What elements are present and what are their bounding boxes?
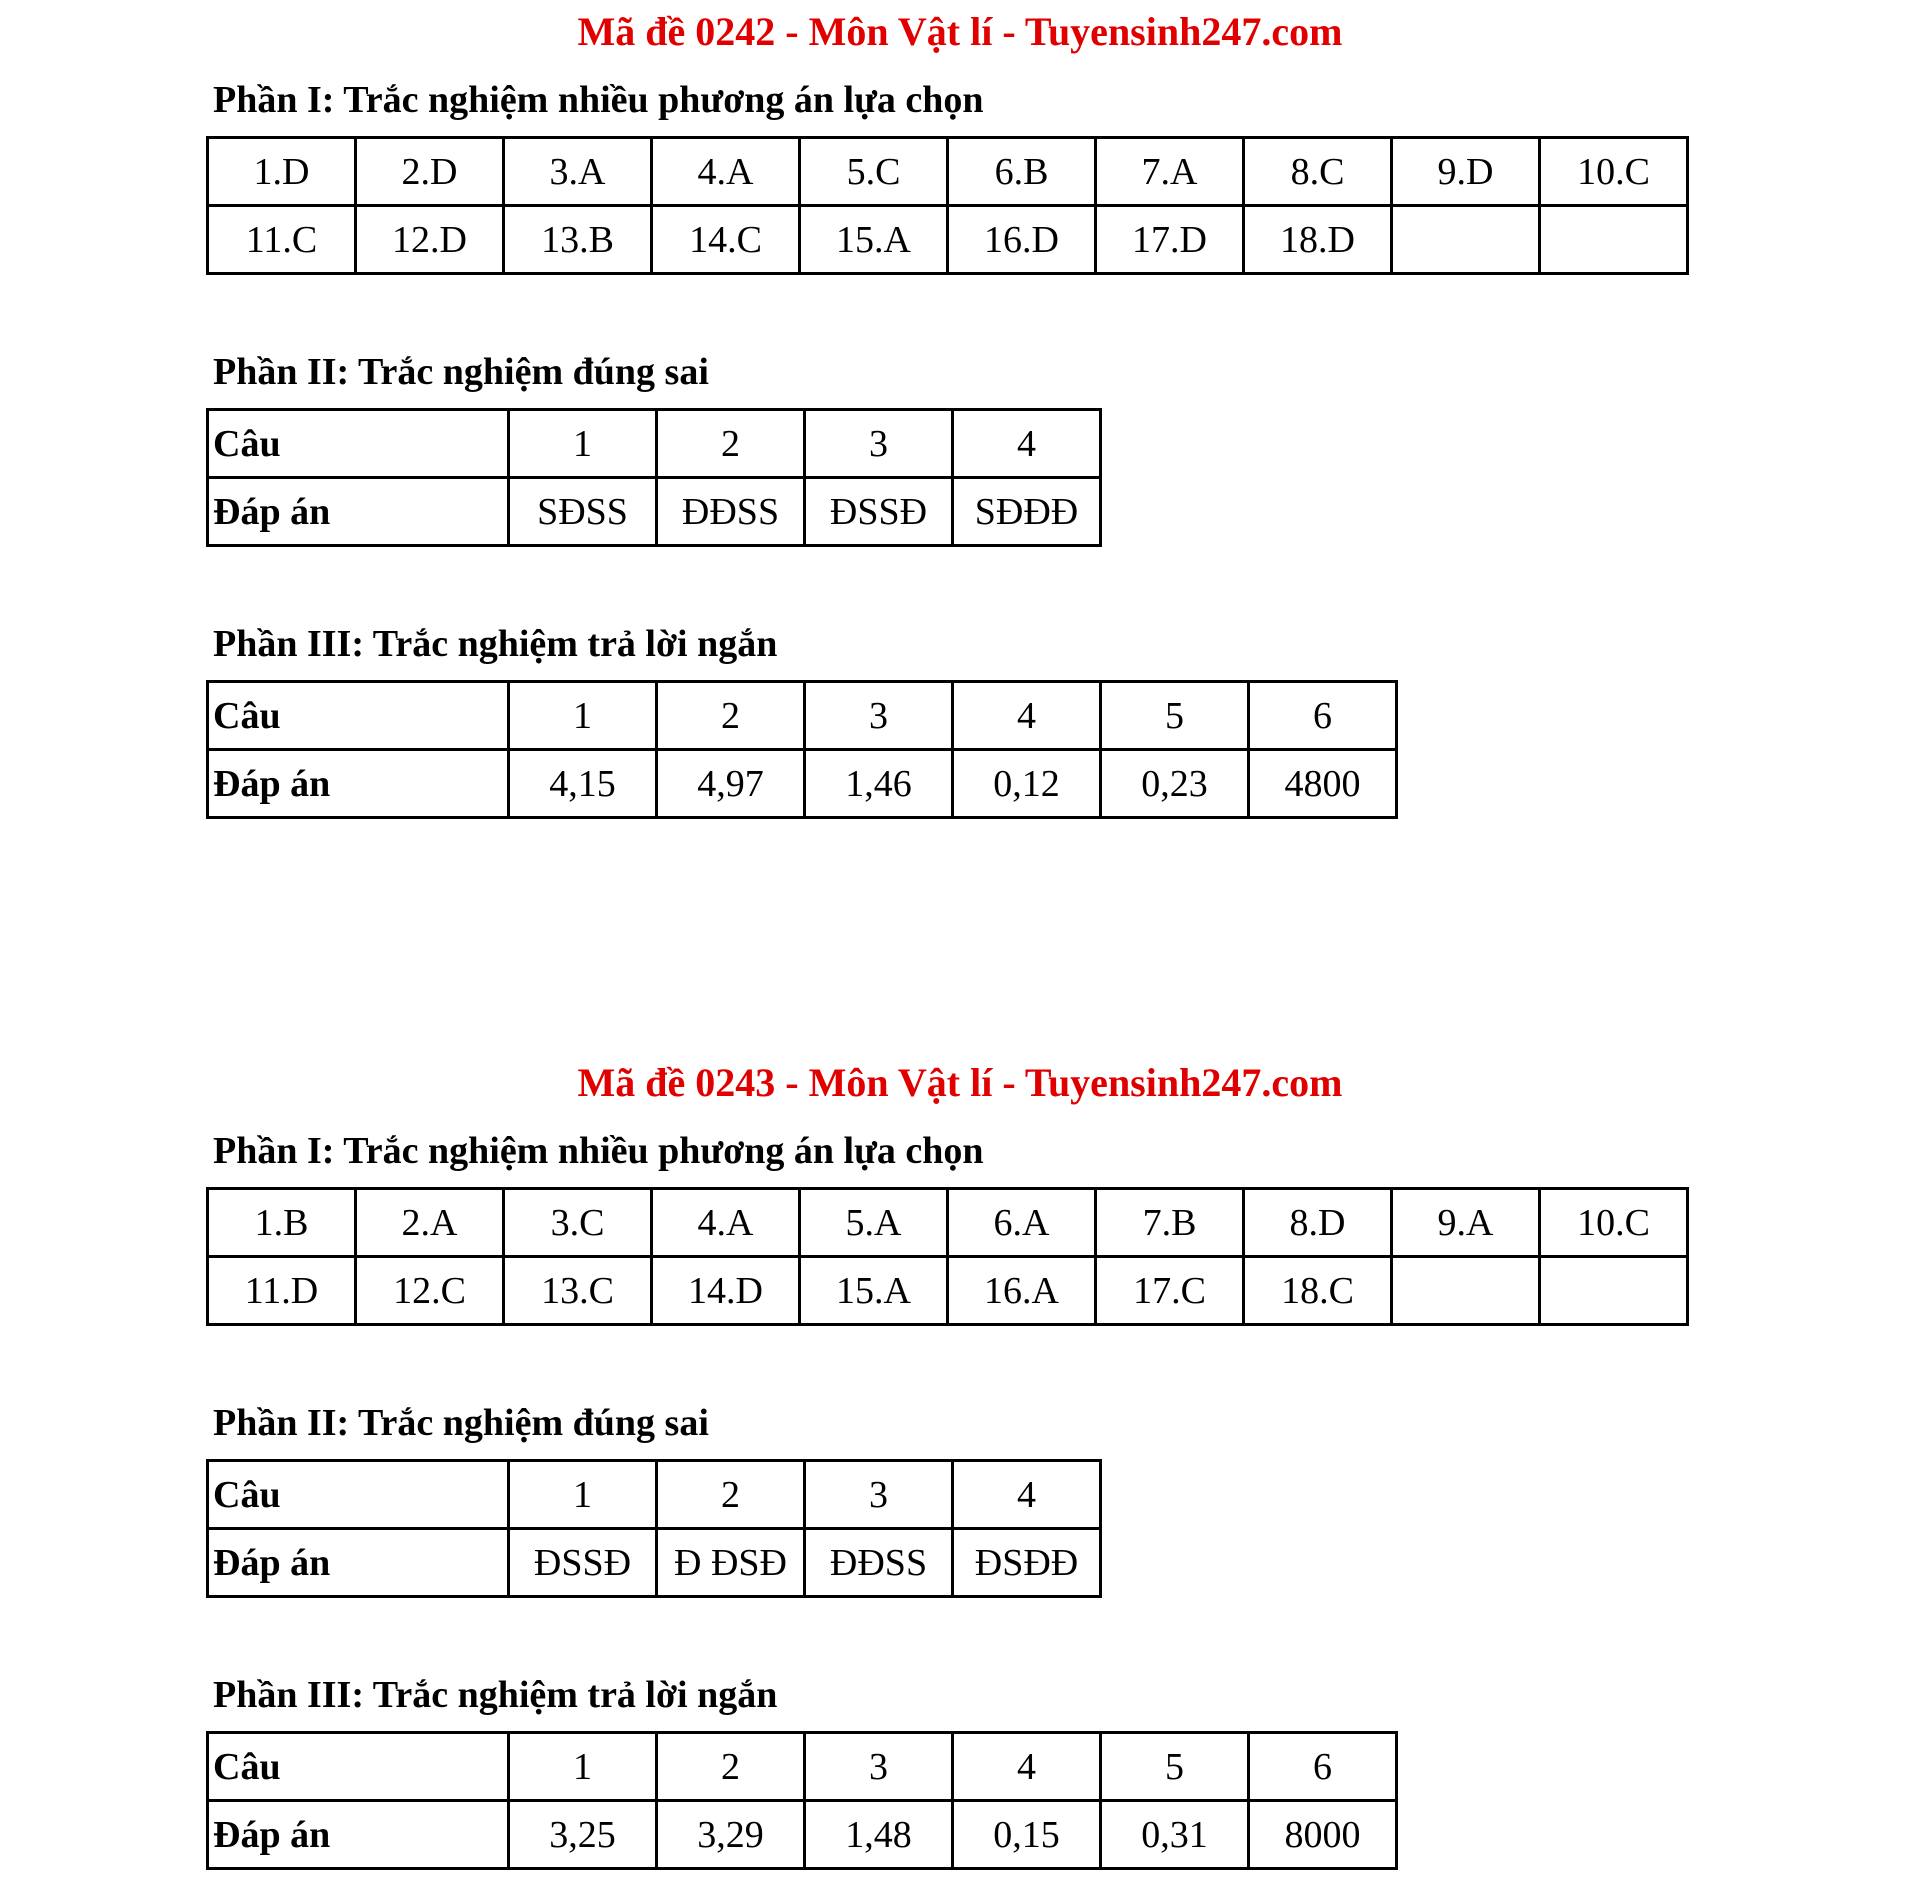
answer-cell: 8.D bbox=[1244, 1189, 1392, 1257]
part1-answer-table bbox=[206, 1187, 1689, 1326]
answer-cell: ĐĐSS bbox=[657, 478, 805, 546]
question-number: 4 bbox=[953, 1461, 1101, 1529]
answer-cell: 5.A bbox=[800, 1189, 948, 1257]
part1-answer-table bbox=[206, 136, 1689, 275]
part3-heading: Phần III: Trắc nghiệm trả lời ngắn bbox=[213, 1674, 778, 1716]
answer-cell: 1,46 bbox=[805, 750, 953, 818]
answer-cell: 13.C bbox=[504, 1257, 652, 1325]
part3-heading: Phần III: Trắc nghiệm trả lời ngắn bbox=[213, 623, 778, 665]
exam-title: Mã đề 0242 - Môn Vật lí - Tuyensinh247.com bbox=[577, 9, 1343, 54]
answer-label: Đáp án bbox=[208, 750, 509, 818]
answer-cell: Đ ĐSĐ bbox=[657, 1529, 805, 1597]
table-row bbox=[208, 750, 1397, 818]
answer-cell: 1.B bbox=[208, 1189, 356, 1257]
table-row bbox=[208, 1189, 1688, 1257]
answer-cell: 6.A bbox=[948, 1189, 1096, 1257]
answer-cell: 10.C bbox=[1540, 138, 1688, 206]
answer-cell: 17.D bbox=[1096, 206, 1244, 274]
answer-label: Đáp án bbox=[208, 1801, 509, 1869]
answer-cell: 14.D bbox=[652, 1257, 800, 1325]
table-row bbox=[208, 478, 1101, 546]
answer-cell: 0,15 bbox=[953, 1801, 1101, 1869]
answer-cell: ĐSĐĐ bbox=[953, 1529, 1101, 1597]
answer-cell: 7.B bbox=[1096, 1189, 1244, 1257]
answer-cell: 14.C bbox=[652, 206, 800, 274]
answer-cell: 4.A bbox=[652, 1189, 800, 1257]
answer-cell: 0,12 bbox=[953, 750, 1101, 818]
answer-cell: 18.D bbox=[1244, 206, 1392, 274]
question-label: Câu bbox=[208, 682, 509, 750]
answer-cell: 4,15 bbox=[509, 750, 657, 818]
answer-cell: 11.C bbox=[208, 206, 356, 274]
answer-cell: SĐSS bbox=[509, 478, 657, 546]
answer-cell: 12.D bbox=[356, 206, 504, 274]
part2-answer-table bbox=[206, 1459, 1102, 1598]
answer-cell: 16.A bbox=[948, 1257, 1096, 1325]
answer-cell: 17.C bbox=[1096, 1257, 1244, 1325]
answer-cell: 6.B bbox=[948, 138, 1096, 206]
question-number: 2 bbox=[657, 1461, 805, 1529]
table-row bbox=[208, 1733, 1397, 1801]
question-number: 4 bbox=[953, 410, 1101, 478]
part2-answer-table bbox=[206, 408, 1102, 547]
answer-cell: 4.A bbox=[652, 138, 800, 206]
answer-label: Đáp án bbox=[208, 478, 509, 546]
question-number: 2 bbox=[657, 1733, 805, 1801]
question-number: 6 bbox=[1249, 682, 1397, 750]
answer-cell: 4800 bbox=[1249, 750, 1397, 818]
answer-cell: 8.C bbox=[1244, 138, 1392, 206]
answer-cell bbox=[1392, 206, 1540, 274]
part2-heading: Phần II: Trắc nghiệm đúng sai bbox=[213, 1402, 709, 1444]
question-number: 4 bbox=[953, 682, 1101, 750]
answer-cell: 9.A bbox=[1392, 1189, 1540, 1257]
question-number: 3 bbox=[805, 1461, 953, 1529]
answer-cell: 10.C bbox=[1540, 1189, 1688, 1257]
answer-cell: 7.A bbox=[1096, 138, 1244, 206]
question-number: 4 bbox=[953, 1733, 1101, 1801]
answer-cell: 0,31 bbox=[1101, 1801, 1249, 1869]
answer-cell: 2.D bbox=[356, 138, 504, 206]
answer-cell: 16.D bbox=[948, 206, 1096, 274]
answer-cell: 1,48 bbox=[805, 1801, 953, 1869]
table-row bbox=[208, 206, 1688, 274]
answer-cell: 5.C bbox=[800, 138, 948, 206]
question-number: 5 bbox=[1101, 682, 1249, 750]
answer-cell: SĐĐĐ bbox=[953, 478, 1101, 546]
question-number: 1 bbox=[509, 1733, 657, 1801]
answer-cell: ĐSSĐ bbox=[509, 1529, 657, 1597]
question-number: 3 bbox=[805, 1733, 953, 1801]
question-number: 3 bbox=[805, 682, 953, 750]
question-number: 3 bbox=[805, 410, 953, 478]
question-label: Câu bbox=[208, 1461, 509, 1529]
answer-cell: 4,97 bbox=[657, 750, 805, 818]
exam-title: Mã đề 0243 - Môn Vật lí - Tuyensinh247.com bbox=[577, 1060, 1343, 1105]
part3-answer-table bbox=[206, 680, 1398, 819]
answer-cell bbox=[1392, 1257, 1540, 1325]
question-number: 2 bbox=[657, 682, 805, 750]
table-row bbox=[208, 1801, 1397, 1869]
table-row bbox=[208, 1461, 1101, 1529]
question-label: Câu bbox=[208, 410, 509, 478]
question-number: 1 bbox=[509, 1461, 657, 1529]
question-number: 2 bbox=[657, 410, 805, 478]
part2-heading: Phần II: Trắc nghiệm đúng sai bbox=[213, 351, 709, 393]
part1-heading: Phần I: Trắc nghiệm nhiều phương án lựa chọn bbox=[213, 1130, 984, 1172]
answer-cell: 9.D bbox=[1392, 138, 1540, 206]
question-number: 6 bbox=[1249, 1733, 1397, 1801]
answer-cell: 3,25 bbox=[509, 1801, 657, 1869]
table-row bbox=[208, 138, 1688, 206]
table-row bbox=[208, 410, 1101, 478]
answer-cell: 8000 bbox=[1249, 1801, 1397, 1869]
answer-cell: 3,29 bbox=[657, 1801, 805, 1869]
part1-heading: Phần I: Trắc nghiệm nhiều phương án lựa chọn bbox=[213, 79, 984, 121]
answer-cell: 15.A bbox=[800, 206, 948, 274]
answer-cell: 13.B bbox=[504, 206, 652, 274]
answer-cell: 11.D bbox=[208, 1257, 356, 1325]
answer-cell: 15.A bbox=[800, 1257, 948, 1325]
part3-answer-table bbox=[206, 1731, 1398, 1870]
table-row bbox=[208, 1257, 1688, 1325]
answer-cell bbox=[1540, 1257, 1688, 1325]
answer-label: Đáp án bbox=[208, 1529, 509, 1597]
answer-cell: 3.C bbox=[504, 1189, 652, 1257]
answer-cell: 12.C bbox=[356, 1257, 504, 1325]
table-row bbox=[208, 1529, 1101, 1597]
question-number: 5 bbox=[1101, 1733, 1249, 1801]
question-label: Câu bbox=[208, 1733, 509, 1801]
answer-cell: ĐSSĐ bbox=[805, 478, 953, 546]
answer-cell: 3.A bbox=[504, 138, 652, 206]
table-row bbox=[208, 682, 1397, 750]
answer-cell: 0,23 bbox=[1101, 750, 1249, 818]
question-number: 1 bbox=[509, 410, 657, 478]
answer-cell: 18.C bbox=[1244, 1257, 1392, 1325]
answer-cell: ĐĐSS bbox=[805, 1529, 953, 1597]
answer-cell: 1.D bbox=[208, 138, 356, 206]
answer-cell bbox=[1540, 206, 1688, 274]
question-number: 1 bbox=[509, 682, 657, 750]
answer-cell: 2.A bbox=[356, 1189, 504, 1257]
